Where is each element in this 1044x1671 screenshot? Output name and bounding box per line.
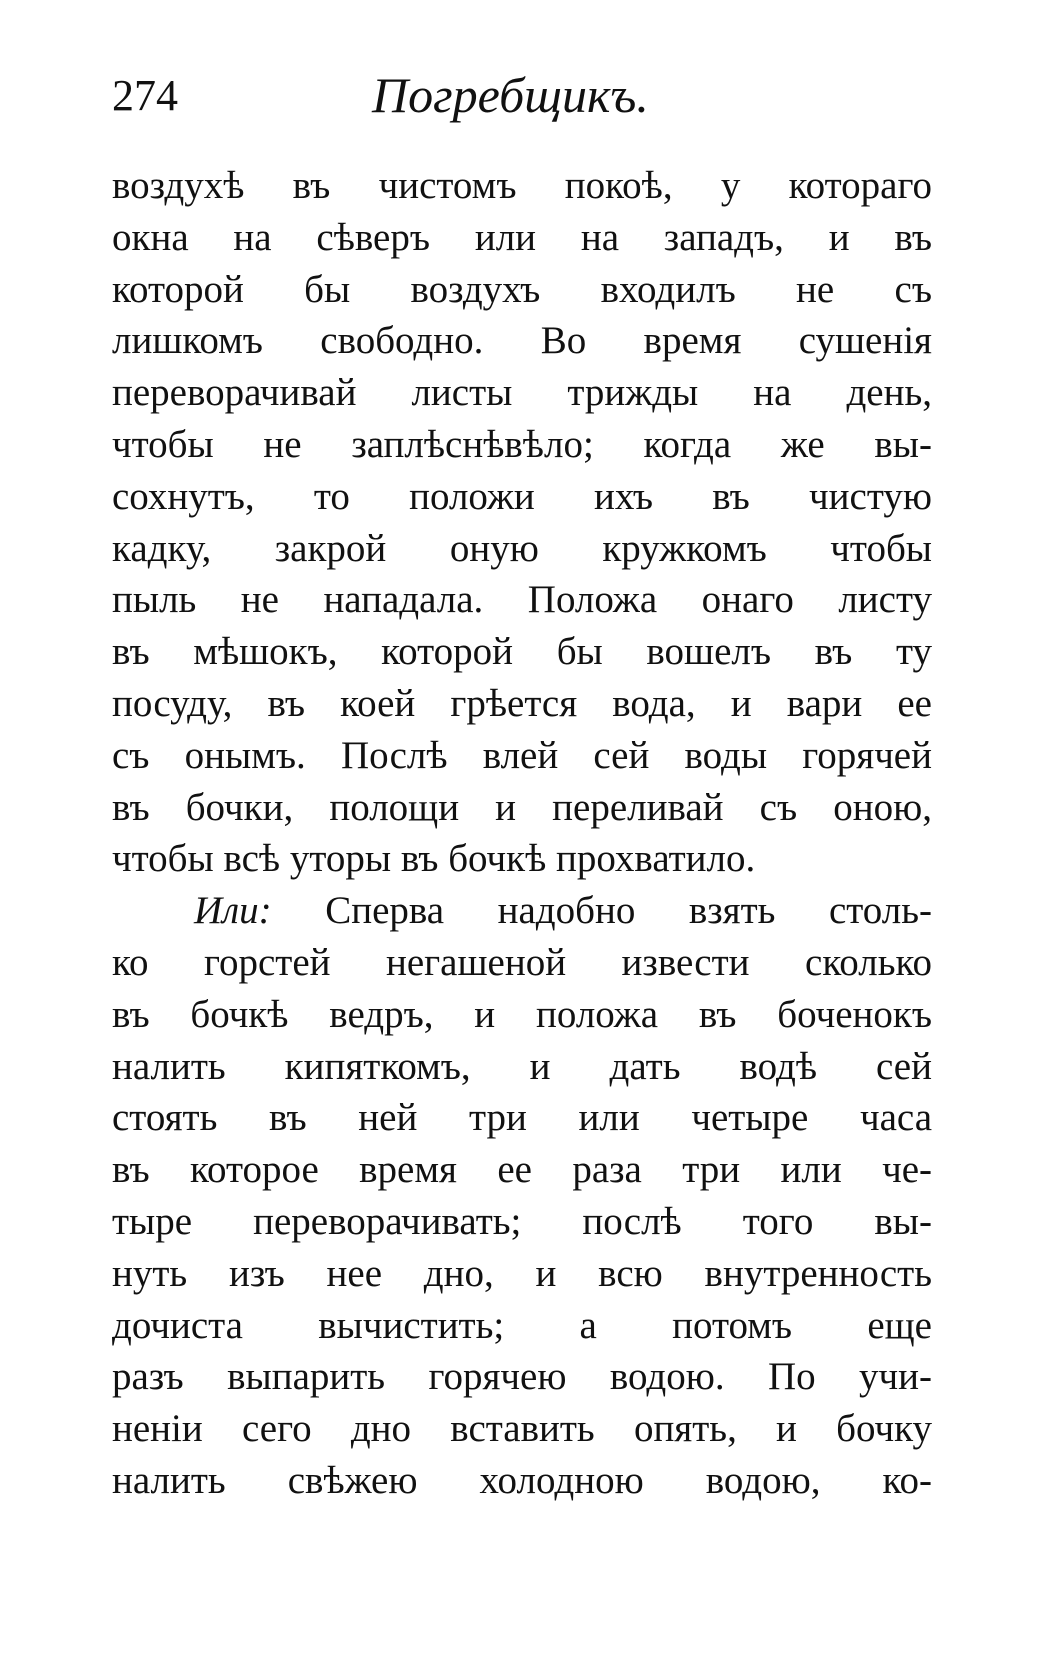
paragraph-first-line (112, 885, 932, 937)
text-line: чтобы не заплѣснѣвѣло; когда же вы- (112, 422, 932, 466)
text-line: налить свѣжею холодною водою, ко- (112, 1458, 932, 1502)
text-line: лишкомъ свободно. Во время сушенія (112, 319, 932, 363)
text-line: посуду, въ коей грѣется вода, и вари ее (112, 681, 932, 725)
text-line: налить кипяткомъ, и дать водѣ сей (112, 1044, 932, 1088)
page-number: 274 (112, 71, 178, 120)
text-line: неніи сего дно вставить опять, и бочку (112, 1407, 932, 1451)
text-line: окна на сѣверъ или на западъ, и въ (112, 215, 932, 259)
text-line: пыль не нападала. Положа онаго листу (112, 578, 932, 622)
text-line: воздухѣ въ чистомъ покоѣ, у котораго (112, 164, 932, 207)
text-line: ко горстей негашеной извести сколько (112, 940, 932, 984)
text-line: въ которое время ее раза три или че- (112, 1148, 932, 1192)
paragraph-lead-word: Или: (194, 889, 272, 933)
text-line: нуть изъ нее дно, и всю внутренность (112, 1251, 932, 1295)
text-line: чтобы всѣ уторы въ бочкѣ прохватило. (112, 837, 756, 881)
text-line: которой бы воздухъ входилъ не съ (112, 267, 932, 311)
text-line: въ бочкѣ ведръ, и положа въ боченокъ (112, 992, 932, 1036)
text-line: съ онымъ. Послѣ влей сей воды горячей (112, 733, 932, 777)
text-line: переворачивай листы трижды на день, (112, 371, 932, 415)
paragraph-first-line-text: Сперва надобно взять столь- (325, 889, 932, 933)
body-text (112, 160, 932, 1507)
text-line: кадку, закрой оную кружкомъ чтобы (112, 526, 932, 570)
text-line: дочиста вычистить; а потомъ еще (112, 1303, 932, 1347)
running-title: Погребщикъ. (372, 67, 649, 123)
text-line: въ мѣшокъ, которой бы вошелъ въ ту (112, 630, 932, 674)
text-line: тыре переворачивать; послѣ того вы- (112, 1199, 932, 1243)
text-line: стоять въ ней три или четыре часа (112, 1096, 932, 1140)
text-line: въ бочки, полощи и переливай съ оною, (112, 785, 932, 829)
text-line: сохнутъ, то положи ихъ въ чистую (112, 474, 932, 518)
text-line: разъ выпарить горячею водою. По учи- (112, 1355, 932, 1399)
book-page (112, 67, 932, 1507)
running-head (112, 67, 932, 160)
